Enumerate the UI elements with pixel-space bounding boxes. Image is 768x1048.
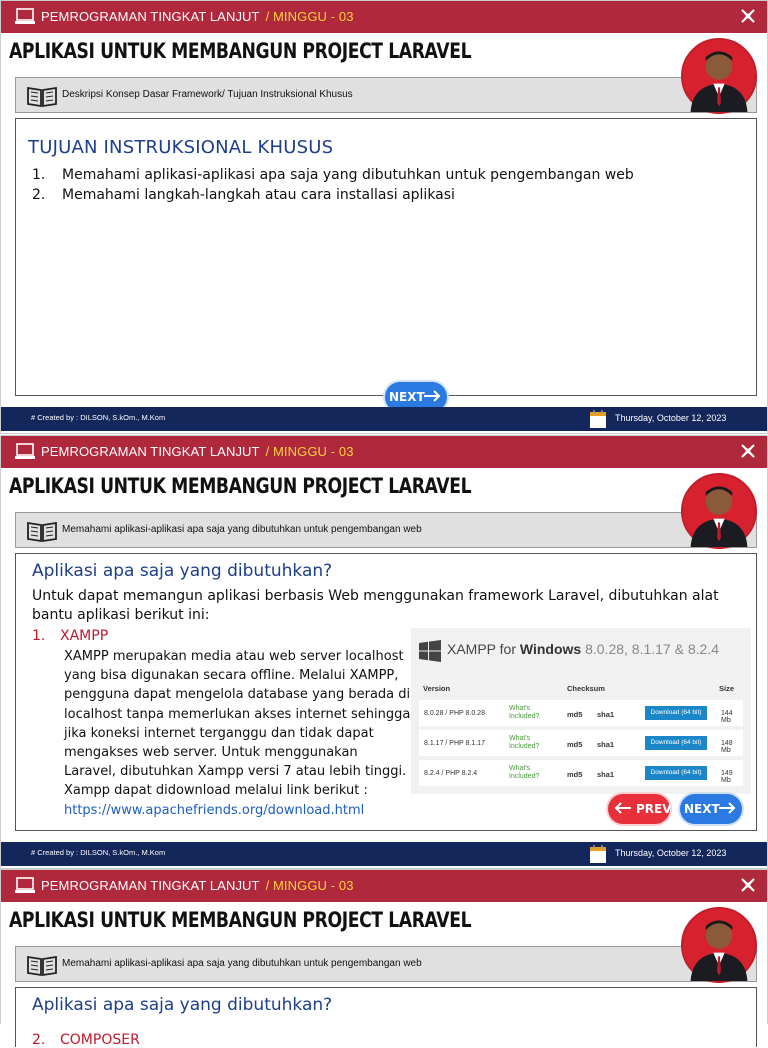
section-description: Deskripsi Konsep Dasar Framework/ Tujuan Instruksional Khusus: [62, 89, 353, 100]
course-title: PEMROGRAMAN TINGKAT LANJUT / MINGGU - 03: [41, 444, 354, 459]
presenter-photo: [681, 907, 757, 983]
calendar-icon: [589, 844, 607, 864]
laptop-icon: [14, 8, 36, 26]
week-label: / MINGGU - 03: [265, 878, 354, 893]
whats-included-link[interactable]: What's Included?: [509, 705, 540, 720]
arrow-left-icon: [614, 802, 632, 814]
whats-included-link[interactable]: What's Included?: [509, 765, 540, 780]
next-button[interactable]: NEXT: [680, 794, 742, 824]
close-icon[interactable]: [739, 442, 757, 460]
book-icon: [26, 953, 58, 977]
table-row: 8.2.4 / PHP 8.2.4 What's Included? md5 sha1 Download (64 bit) 149 Mb: [419, 760, 743, 786]
week-label: / MINGGU - 03: [265, 444, 354, 459]
section-bar: [15, 77, 757, 113]
close-icon[interactable]: [739, 876, 757, 894]
content-heading: Aplikasi apa saja yang dibutuhkan?: [32, 995, 333, 1015]
section-description: Memahami aplikasi-aplikasi apa saja yang dibutuhkan untuk pengembangan web: [62, 524, 422, 535]
slide-1: [0, 0, 768, 434]
arrow-right-icon: [718, 802, 736, 814]
section-description: Memahami aplikasi-aplikasi apa saja yang dibutuhkan untuk pengembangan web: [62, 958, 422, 969]
laptop-icon: [14, 877, 36, 895]
col-checksum: Checksum: [567, 684, 605, 693]
objectives-list: [32, 167, 634, 207]
download-button[interactable]: Download (64 bit): [645, 766, 707, 780]
content-heading: Aplikasi apa saja yang dibutuhkan?: [32, 561, 333, 581]
download-link[interactable]: https://www.apachefriends.org/download.html: [64, 802, 365, 818]
slide-header-bar: [1, 870, 767, 902]
author-credit: # Created by : DILSON, S.kOm., M.Kom: [31, 848, 166, 857]
close-icon[interactable]: [739, 7, 757, 25]
presenter-photo: [681, 473, 757, 549]
prev-button[interactable]: PREV: [608, 794, 670, 824]
col-size: Size: [719, 684, 735, 693]
next-button[interactable]: NEXT: [385, 382, 447, 412]
book-icon: [26, 519, 58, 543]
laptop-icon: [14, 443, 36, 461]
calendar-icon: [589, 409, 607, 429]
slide-header-bar: [1, 1, 767, 33]
content-heading: TUJUAN INSTRUKSIONAL KHUSUS: [28, 137, 334, 158]
col-version: Version: [423, 684, 451, 693]
slide-3: [0, 869, 768, 1048]
slide-content: [15, 118, 757, 396]
slide-date: Thursday, October 12, 2023: [615, 413, 727, 423]
slide-title: APLIKASI UNTUK MEMBANGUN PROJECT LARAVEL: [9, 474, 472, 498]
xampp-title: XAMPP for Windows 8.0.28, 8.1.17 & 8.2.4: [447, 641, 719, 657]
slide-footer: [1, 842, 767, 866]
slide-title: APLIKASI UNTUK MEMBANGUN PROJECT LARAVEL: [9, 39, 472, 63]
xampp-description: XAMPP merupakan media atau web server localhost yang bisa digunakan secara offline. Melalui XAMPP, pengguna dapat mengelola database yang berada di localhost tanpa memerlukan akses internet sehingga jika koneksi internet terganggu dan tidak dapat mengakses web server. Untuk menggunakan Laravel, dibutuhkan Xampp versi 7 atau lebih tinggi. Xampp dapat didownload melalui link berikut : https://www.apachefriends.org/download.html: [64, 647, 412, 820]
author-credit: # Created by : DILSON, S.kOm., M.Kom: [31, 413, 166, 422]
presenter-photo: [681, 38, 757, 114]
slide-content: [15, 987, 757, 1047]
week-label: / MINGGU - 03: [265, 9, 354, 24]
intro-text: Untuk dapat memangun aplikasi berbasis Web menggunakan framework Laravel, dibutuhkan alat bantu aplikasi berikut ini:: [32, 588, 719, 623]
course-title: PEMROGRAMAN TINGKAT LANJUT / MINGGU - 03: [41, 9, 354, 24]
course-title: PEMROGRAMAN TINGKAT LANJUT / MINGGU - 03: [41, 878, 354, 893]
section-bar: [15, 512, 757, 548]
list-item: 1. Memahami aplikasi-aplikasi apa saja yang dibutuhkan untuk pengembangan web: [32, 167, 634, 183]
download-button[interactable]: Download (64 bit): [645, 706, 707, 720]
table-row: 8.0.28 / PHP 8.0.28 What's Included? md5 sha1 Download (64 bit) 144 Mb: [419, 700, 743, 726]
slide-header-bar: [1, 436, 767, 468]
item-heading: 1. XAMPP: [32, 628, 109, 644]
slide-date: Thursday, October 12, 2023: [615, 848, 727, 858]
xampp-download-image: [411, 628, 751, 794]
list-item: 2. Memahami langkah-langkah atau cara installasi aplikasi: [32, 187, 455, 203]
slide-2: [0, 435, 768, 869]
table-row: 8.1.17 / PHP 8.1.17 What's Included? md5 sha1 Download (64 bit) 148 Mb: [419, 730, 743, 756]
slide-title: APLIKASI UNTUK MEMBANGUN PROJECT LARAVEL: [9, 908, 472, 932]
slide-footer: [1, 407, 767, 431]
slide-content: [15, 553, 757, 831]
windows-logo-icon: [419, 640, 441, 662]
whats-included-link[interactable]: What's Included?: [509, 735, 540, 750]
download-button[interactable]: Download (64 bit): [645, 736, 707, 750]
item-heading: 2. COMPOSER: [32, 1032, 140, 1048]
section-bar: [15, 946, 757, 982]
book-icon: [26, 84, 58, 108]
arrow-right-icon: [423, 390, 441, 402]
